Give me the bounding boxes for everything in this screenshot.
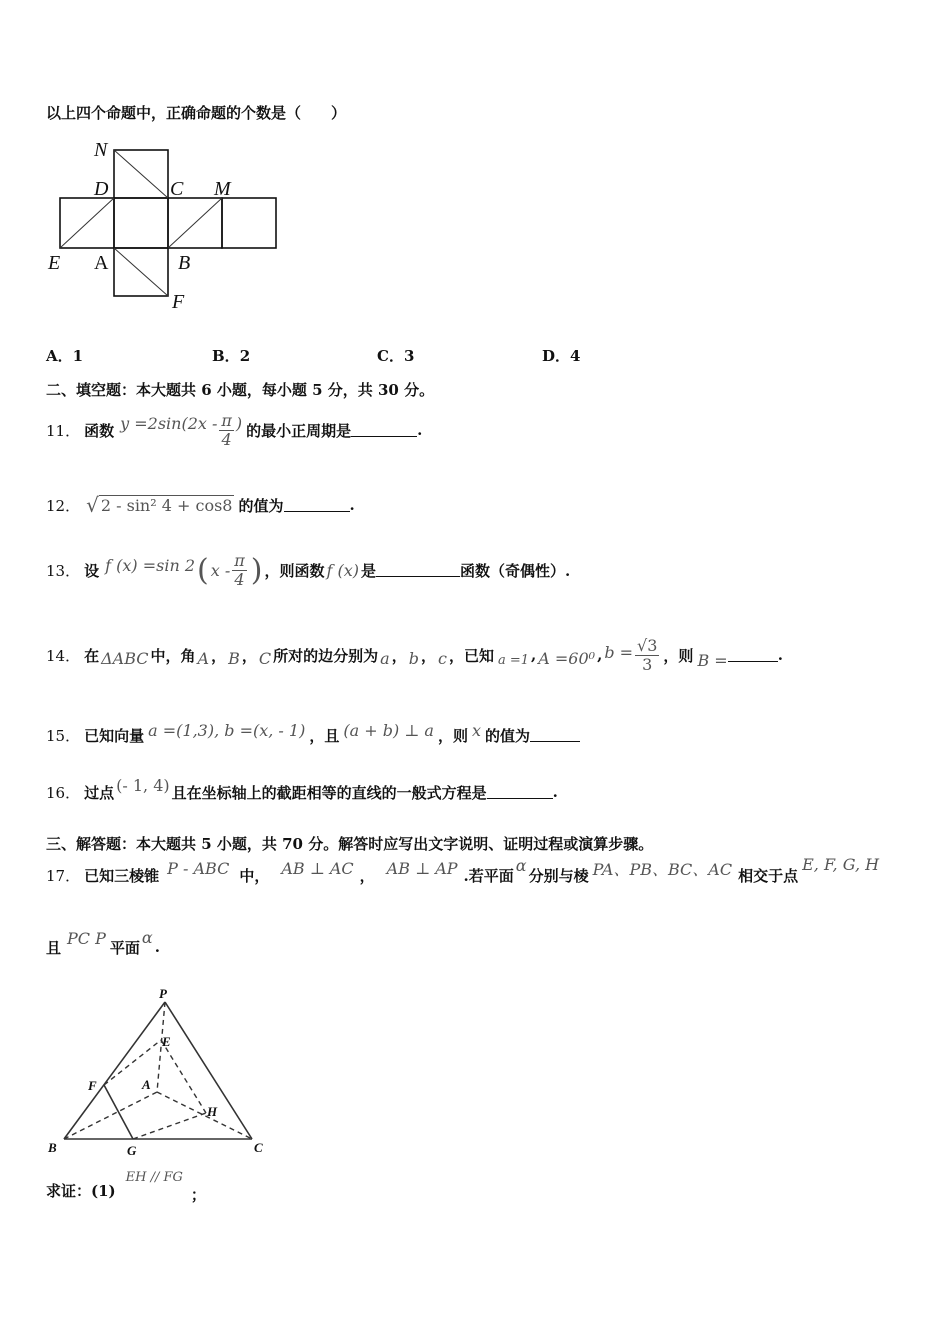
q13-answer-blank [376, 564, 460, 577]
label-f: F [172, 291, 185, 313]
segment-gh [133, 1113, 206, 1139]
label-e: E [48, 252, 61, 274]
label-p: P [159, 986, 167, 1001]
q16: 16． 过点 (- 1, 4) 且在坐标轴上的截距相等的直线的一般式方程是 . [46, 775, 558, 802]
q15-expr: a =(1,3), b =(x, - 1) [148, 720, 306, 740]
q10-stem: 以上四个命题中，正确命题的个数是（ ） [46, 104, 347, 122]
edge-pb [64, 1002, 165, 1139]
label-a: A [94, 252, 109, 274]
q15-answer-blank [530, 729, 580, 742]
q13-expr: f (x) =sin 2 [105, 555, 196, 575]
q15: 15． 已知向量 a =(1,3), b =(x, - 1) ，且 (a + b) ⊥ a ，则 x 的值为 [46, 715, 580, 755]
diag-bm [168, 198, 222, 248]
label-e: E [162, 1034, 171, 1049]
q10-cube-net-figure [44, 138, 284, 316]
label-a: A [142, 1077, 151, 1092]
label-c: C [170, 178, 184, 200]
label-m: M [214, 178, 231, 200]
label-h: H [207, 1104, 218, 1119]
section2-title: 二、填空题：本大题共 6 小题，每小题 5 分，共 30 分。 [46, 381, 435, 399]
label-n: N [94, 139, 108, 161]
q17-prove-1: 求证：(1) EH // FG ； [46, 1169, 206, 1204]
label-d: D [94, 178, 109, 200]
edge-ab [64, 1092, 157, 1139]
diag-af [114, 248, 168, 296]
net-square-right2 [222, 198, 276, 248]
q12-expr: 2 - sin² 4 + cos8 [100, 496, 233, 515]
q10-option-a: A．1 [46, 347, 84, 365]
label-c: C [254, 1140, 263, 1155]
diag-ed [60, 198, 114, 248]
q16-answer-blank [487, 786, 553, 799]
section3-title: 三、解答题：本大题共 5 小题，共 70 分。解答时应写出文字说明、证明过程或演算步骤。 [46, 835, 654, 853]
q16-point: (- 1, 4) [116, 775, 170, 795]
segment-fg [104, 1085, 133, 1139]
q12: 12． √ 2 - sin² 4 + cos8 的值为 . [46, 493, 355, 517]
q11-answer-blank [351, 424, 417, 437]
net-square-center [114, 198, 168, 248]
q10-option-b: B．2 [212, 347, 251, 365]
q14-answer-blank [728, 649, 778, 662]
label-b: B [48, 1140, 57, 1155]
q14: 14． 在 ΔABC 中，角 A ， B ， C 所对的边分别为 a ， b ， c ，已知 a =1 , A =60⁰ , b = $\frac{√3}{3}$ ，则 B = . [46, 635, 783, 674]
label-b: B [178, 252, 191, 274]
label-g: G [127, 1143, 137, 1158]
segment-eh [161, 1040, 206, 1113]
q11: 11． 函数 y =2sin(2x - $\frac{\pi}{4}$ ) 的最小正周期是 . [46, 410, 423, 449]
q17-line2: 且 PC P 平面 α . [46, 927, 160, 957]
q10-option-d: D．4 [542, 347, 581, 365]
q10-option-c: C．3 [377, 347, 415, 365]
q12-answer-blank [284, 499, 350, 512]
diag-nc [114, 150, 168, 198]
label-f: F [88, 1078, 97, 1093]
q11-expr: y =2sin(2x - [120, 413, 218, 433]
sqrt-icon: √ [86, 493, 99, 517]
q17-line1: 17． 已知三棱锥 P - ABC 中， AB ⊥ AC ， AB ⊥ AP .若平面 α 分别与棱 PA、PB、BC、AC 相交于点 E, F, G, H [46, 854, 880, 885]
q13: 13． 设 f (x) =sin 2 ( x - $\frac{\pi}{4}$ ) ，则函数 f (x) 是 函数（奇偶性）. [46, 550, 571, 589]
q17-pyramid-figure [40, 982, 280, 1162]
